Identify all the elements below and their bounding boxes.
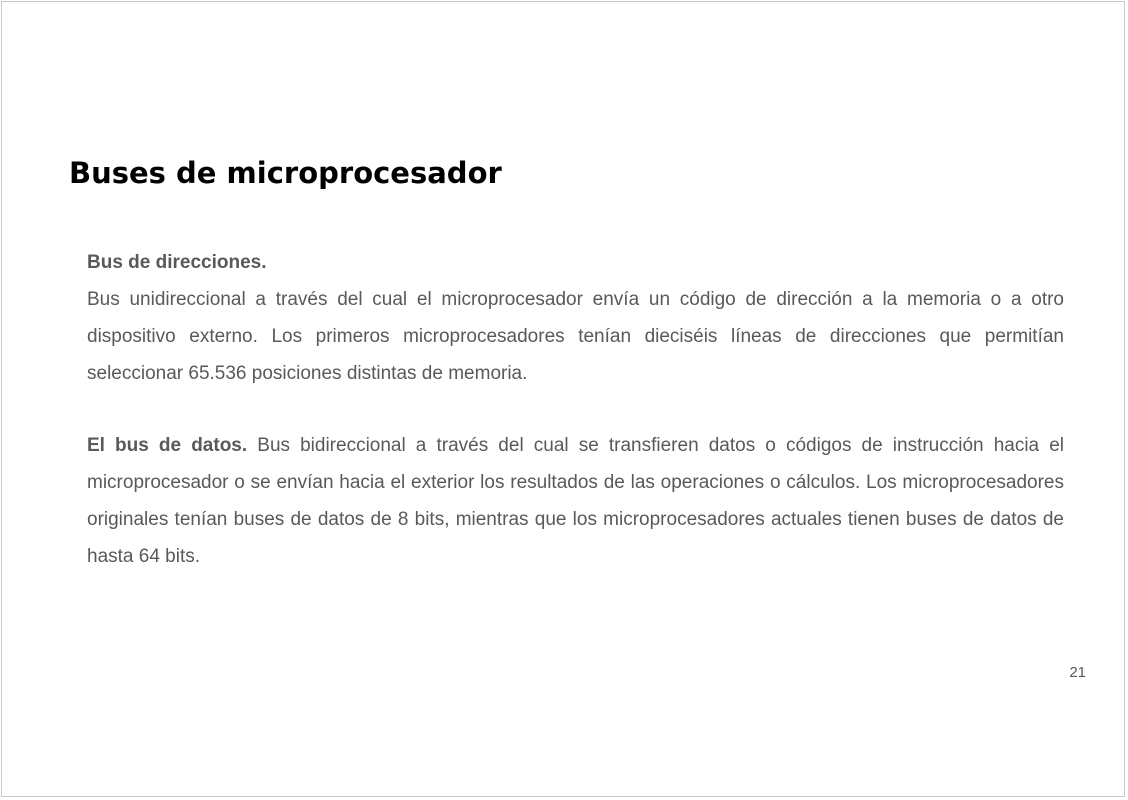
- section-heading: Bus de direcciones.: [87, 252, 267, 273]
- section-text: Bus unidireccional a través del cual el microprocesador envía un código de dirección a la memoria o a otro dispositivo externo. Los primeros microprocesadores tenían dieciséis líneas de direcciones que permitían seleccionar 65.536 posiciones distintas de memoria.: [87, 289, 1064, 384]
- section-address-bus: [87, 244, 1064, 392]
- slide-title: Buses de microprocesador: [69, 156, 502, 190]
- slide: [1, 1, 1125, 797]
- page-number: 21: [1069, 664, 1086, 681]
- section-data-bus: [87, 427, 1064, 575]
- section-heading: El bus de datos.: [87, 435, 248, 456]
- section-text: Bus bidireccional a través del cual se transfieren datos o códigos de instrucción hacia el microprocesador o se envían hacia el exterior los resultados de las operaciones o cálculos. Los microprocesadores originales tenían buses de datos de 8 bits, mientras que los microprocesadores actuales tienen buses de datos de hasta 64 bits.: [87, 435, 1065, 567]
